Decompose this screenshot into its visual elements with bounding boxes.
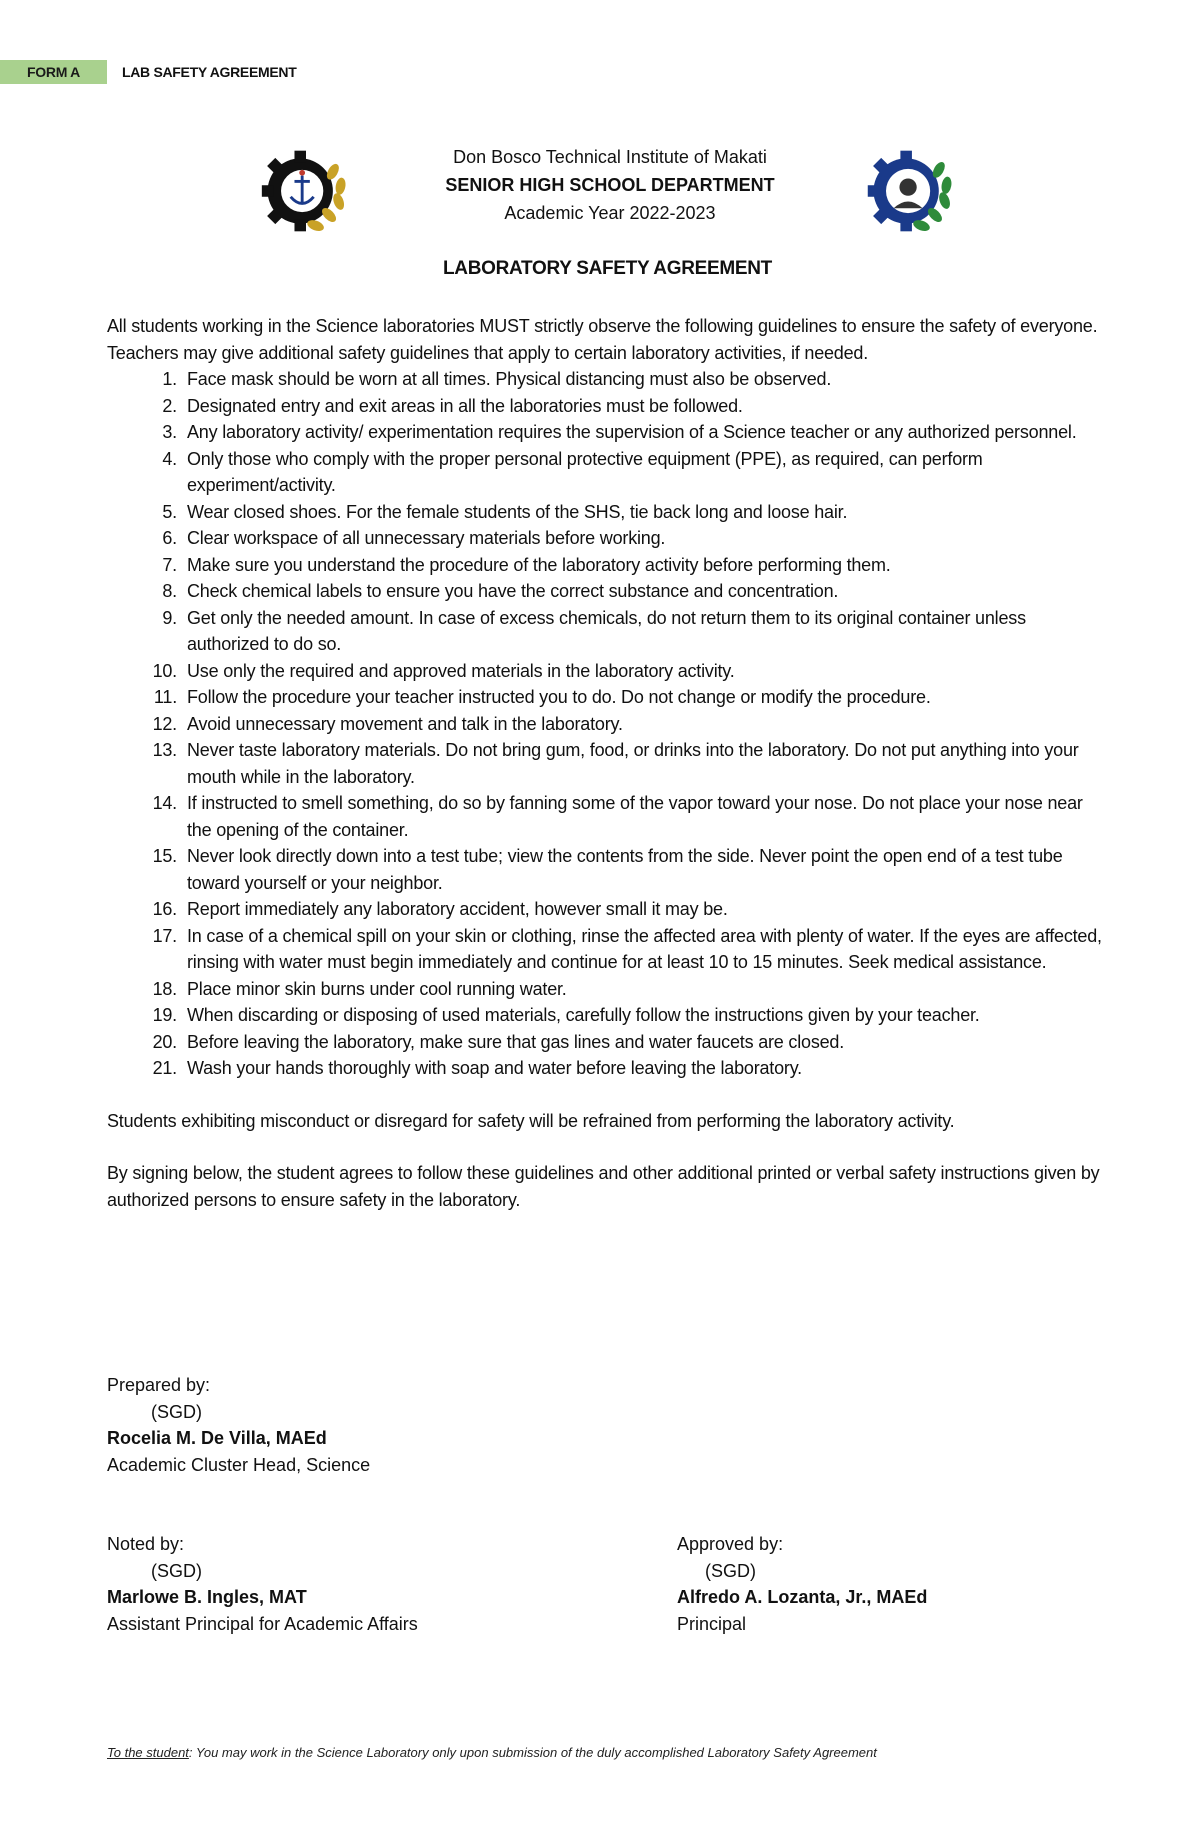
safety-rule-item <box>107 737 1107 790</box>
rule-text: Wear closed shoes. For the female students of the SHS, tie back long and loose hair. <box>187 501 848 522</box>
rule-text: Follow the procedure your teacher instructed you to do. Do not change or modify the procedure. <box>187 687 931 707</box>
rule-number: 7. <box>162 554 177 575</box>
prepared-by-sgd: (SGD) <box>151 1401 202 1422</box>
safety-rule-item <box>107 1002 1107 1029</box>
safety-rule-item <box>107 366 1107 393</box>
safety-rule-item <box>107 1055 1107 1082</box>
rule-text: Clear workspace of all unnecessary materials before working. <box>187 528 666 548</box>
agreement-body <box>107 313 1107 1213</box>
footer-note <box>107 1745 1107 1760</box>
safety-rule-item <box>107 393 1107 420</box>
rule-text: In case of a chemical spill on your skin or clothing, rinse the affected area with plenty of water. If the eyes are affected, rinsing with water must begin immediately and continue for at least 10 to 15 minutes. Seek medical assistance. <box>187 925 1102 972</box>
rule-number: 13. <box>152 740 177 760</box>
noted-by-block <box>107 1531 418 1637</box>
rule-text: Face mask should be worn at all times. Physical distancing must also be observed. <box>187 369 832 389</box>
approved-by-position: Principal <box>677 1613 747 1634</box>
safety-rule-item <box>107 843 1107 896</box>
footer-text: : You may work in the Science Laboratory only upon submission of the duly accomplished Laboratory Safety Agreement <box>188 1745 877 1760</box>
prepared-by-label: Prepared by: <box>107 1375 211 1395</box>
agreement-paragraph: By signing below, the student agrees to follow these guidelines and other additional printed or verbal safety instructions given by authorized persons to ensure safety in the laboratory. <box>107 1163 1100 1210</box>
safety-rule-item <box>107 684 1107 711</box>
form-title: LAB SAFETY AGREEMENT <box>122 64 297 80</box>
prepared-by-position: Academic Cluster Head, Science <box>107 1454 371 1475</box>
noted-by-position: Assistant Principal for Academic Affairs <box>107 1613 418 1634</box>
rule-text: Use only the required and approved materials in the laboratory activity. <box>187 660 735 681</box>
rule-text: When discarding or disposing of used materials, carefully follow the instructions given by your teacher. <box>187 1005 980 1025</box>
rule-number: 10. <box>152 660 177 681</box>
safety-rule-item <box>107 923 1107 976</box>
rule-text: Place minor skin burns under cool running water. <box>187 978 567 999</box>
rule-number: 20. <box>152 1031 177 1052</box>
rule-text: Before leaving the laboratory, make sure that gas lines and water faucets are closed. <box>187 1031 845 1052</box>
misconduct-paragraph: Students exhibiting misconduct or disregard for safety will be refrained from performing the laboratory activity. <box>107 1110 955 1131</box>
rule-number: 2. <box>162 395 177 416</box>
rule-text: Any laboratory activity/ experimentation requires the supervision of a Science teacher or any authorized personnel. <box>187 422 1077 442</box>
safety-rule-item <box>107 1029 1107 1056</box>
rule-number: 3. <box>162 422 177 442</box>
noted-by-name: Marlowe B. Ingles, MAT <box>107 1587 307 1607</box>
school-header <box>300 143 920 227</box>
rule-number: 17. <box>152 925 177 946</box>
safety-rule-item <box>107 976 1107 1003</box>
prepared-by-block <box>107 1372 370 1478</box>
rule-number: 14. <box>152 793 177 813</box>
rule-text: Never taste laboratory materials. Do not bring gum, food, or drinks into the laboratory. Do not put anything into your mouth while in the laboratory. <box>187 740 1079 787</box>
safety-rule-item <box>107 605 1107 658</box>
form-tag: FORM A <box>0 60 107 84</box>
approved-by-name: Alfredo A. Lozanta, Jr., MAEd <box>677 1587 928 1607</box>
school-portrait-seal-logo <box>862 143 958 239</box>
department-name: SENIOR HIGH SCHOOL DEPARTMENT <box>445 175 775 195</box>
safety-rule-item <box>107 896 1107 923</box>
rule-number: 8. <box>162 581 177 601</box>
rule-number: 5. <box>162 501 177 522</box>
rule-text: Designated entry and exit areas in all the laboratories must be followed. <box>187 395 743 416</box>
safety-rule-item <box>107 499 1107 526</box>
rule-text: Only those who comply with the proper personal protective equipment (PPE), as required, can perform experiment/activity. <box>187 448 983 495</box>
rule-text: Make sure you understand the procedure of the laboratory activity before performing them. <box>187 554 891 575</box>
rule-number: 12. <box>152 713 177 734</box>
rule-number: 19. <box>152 1005 177 1025</box>
academic-year: Academic Year 2022-2023 <box>504 203 716 223</box>
approved-by-label: Approved by: <box>677 1534 784 1554</box>
safety-rule-item <box>107 525 1107 552</box>
document-title: LABORATORY SAFETY AGREEMENT <box>442 258 772 279</box>
safety-rules-list <box>107 366 1107 1082</box>
rule-text: If instructed to smell something, do so by fanning some of the vapor toward your nose. Do not place your nose near the opening of the container. <box>187 793 1083 840</box>
rule-number: 6. <box>162 528 177 548</box>
safety-rule-item <box>107 446 1107 499</box>
rule-number: 11. <box>153 687 177 707</box>
rule-text: Report immediately any laboratory accident, however small it may be. <box>187 899 728 919</box>
rule-number: 4. <box>162 448 177 469</box>
rule-number: 21. <box>152 1058 177 1078</box>
safety-rule-item <box>107 790 1107 843</box>
footer-lead: To the student <box>107 1745 189 1760</box>
noted-by-sgd: (SGD) <box>151 1560 202 1581</box>
noted-by-label: Noted by: <box>107 1534 185 1554</box>
rule-text: Wash your hands thoroughly with soap and water before leaving the laboratory. <box>187 1058 802 1078</box>
rule-text: Avoid unnecessary movement and talk in the laboratory. <box>187 713 623 734</box>
safety-rule-item <box>107 578 1107 605</box>
safety-rule-item <box>107 711 1107 738</box>
rule-text: Never look directly down into a test tube; view the contents from the side. Never point the open end of a test tube toward yourself or your neighbor. <box>187 846 1063 893</box>
rule-number: 18. <box>152 978 177 999</box>
approved-by-block <box>677 1531 927 1637</box>
safety-rule-item <box>107 552 1107 579</box>
institution-name: Don Bosco Technical Institute of Makati <box>453 147 767 167</box>
rule-number: 15. <box>152 846 177 866</box>
approved-by-sgd: (SGD) <box>705 1560 756 1581</box>
rule-text: Get only the needed amount. In case of excess chemicals, do not return them to its original container unless authorized to do so. <box>187 607 1026 654</box>
safety-rule-item <box>107 658 1107 685</box>
safety-rule-item <box>107 419 1107 446</box>
rule-number: 16. <box>152 899 177 919</box>
rule-number: 9. <box>162 607 177 628</box>
intro-paragraph: All students working in the Science laboratories MUST strictly observe the following guidelines to ensure the safety of everyone. Teachers may give additional safety guidelines that apply to certain laboratory activities, if needed. <box>107 316 1098 363</box>
prepared-by-name: Rocelia M. De Villa, MAEd <box>107 1428 327 1448</box>
rule-text: Check chemical labels to ensure you have the correct substance and concentration. <box>187 581 839 601</box>
rule-number: 1. <box>162 369 177 389</box>
